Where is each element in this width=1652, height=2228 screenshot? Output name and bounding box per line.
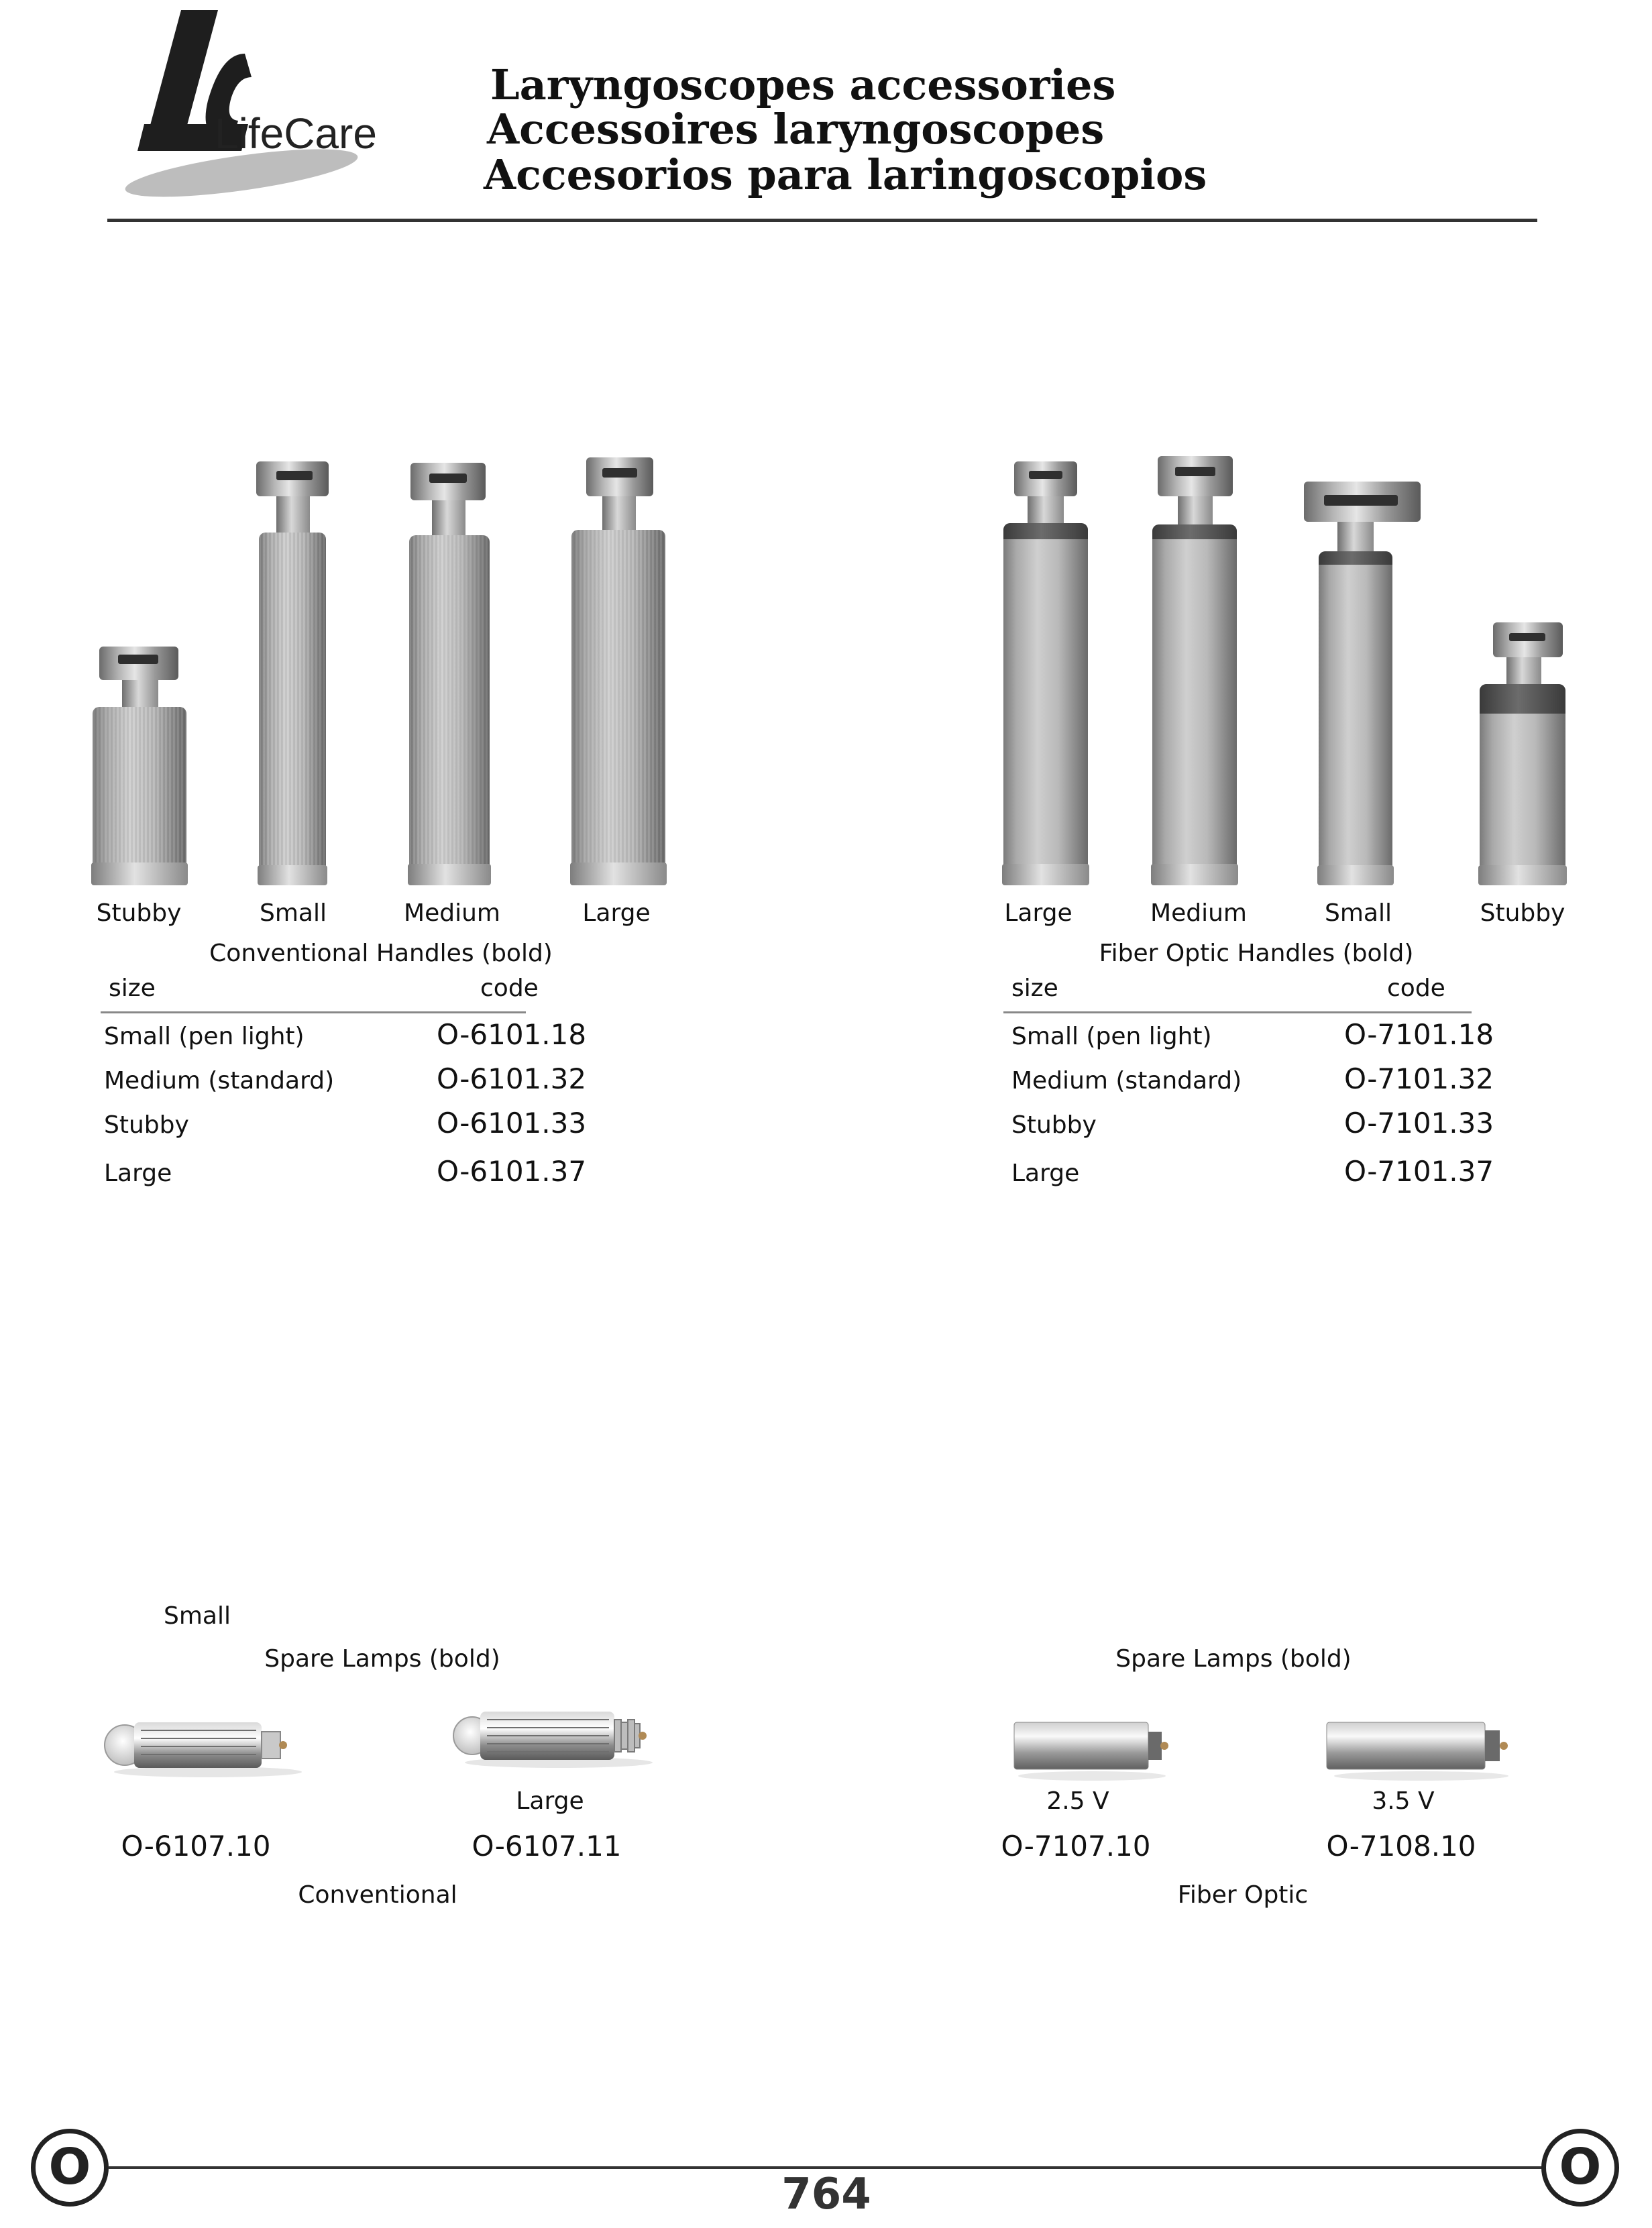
fo-image-label-large: Large	[1004, 899, 1072, 927]
fo-handle-large-icon	[1003, 457, 1088, 885]
lamp-label-small: Small	[164, 1602, 231, 1630]
table-row-code: O-6101.18	[437, 1018, 587, 1051]
logo-mark-icon	[107, 7, 402, 201]
handle-large-icon	[571, 457, 665, 885]
table-header-divider	[101, 1011, 526, 1013]
fo-lamp-code-25v: O-7107.10	[1001, 1830, 1151, 1862]
fo-handle-small-icon	[1319, 482, 1392, 885]
table-row-size: Large	[104, 1160, 172, 1187]
conventional-lamps-caption: Spare Lamps (bold)	[264, 1645, 500, 1673]
lamp-code-large: O-6107.11	[472, 1830, 622, 1862]
handle-medium-icon	[409, 463, 490, 885]
col-header-size: size	[109, 974, 156, 1002]
lamp-label-large: Large	[516, 1787, 584, 1815]
fo-image-label-medium: Medium	[1150, 899, 1247, 927]
fo-image-label-stubby: Stubby	[1480, 899, 1565, 927]
table-row-size: Small (pen light)	[104, 1023, 305, 1050]
fiber-optic-lamps-group-label: Fiber Optic	[1177, 1881, 1309, 1909]
conventional-handles-caption: Conventional Handles (bold)	[209, 940, 553, 967]
fo-handle-medium-icon	[1152, 456, 1237, 885]
table-row-code: O-6101.37	[437, 1155, 587, 1188]
section-marker-right: O	[1541, 2129, 1619, 2207]
fo-lamp-35v-icon	[1324, 1714, 1519, 1781]
lamp-code-small: O-6107.10	[121, 1830, 271, 1862]
col-header-code: code	[480, 974, 539, 1002]
image-label-large: Large	[582, 899, 651, 927]
table-row-size: Medium (standard)	[1011, 1067, 1242, 1095]
page-number: 764	[781, 2170, 871, 2219]
table-row-size: Stubby	[1011, 1111, 1097, 1139]
fo-handle-stubby-icon	[1480, 622, 1565, 885]
image-label-medium: Medium	[404, 899, 500, 927]
table-row-size: Small (pen light)	[1011, 1023, 1212, 1050]
table-row-size: Stubby	[104, 1111, 189, 1139]
fo-lamp-label-35v: 3.5 V	[1372, 1787, 1435, 1815]
section-marker-left: O	[31, 2129, 109, 2207]
table-row-code: O-6101.32	[437, 1062, 587, 1095]
fo-table-header-divider	[1003, 1011, 1472, 1013]
logo-text: LifeCare	[215, 109, 377, 158]
handle-small-icon	[259, 461, 326, 885]
table-row-size: Large	[1011, 1160, 1080, 1187]
table-row-code: O-6101.33	[437, 1107, 587, 1139]
fo-lamp-code-35v: O-7108.10	[1326, 1830, 1476, 1862]
table-row-code: O-7101.33	[1344, 1107, 1494, 1139]
table-row-code: O-7101.18	[1344, 1018, 1494, 1051]
header-divider	[107, 219, 1537, 222]
table-row-code: O-7101.32	[1344, 1062, 1494, 1095]
fiber-optic-lamps-caption: Spare Lamps (bold)	[1115, 1645, 1352, 1673]
fo-lamp-25v-icon	[1011, 1714, 1172, 1781]
conventional-lamps-group-label: Conventional	[298, 1881, 457, 1909]
title-french: Accessoires laryngoscopes	[487, 105, 1105, 154]
title-english: Laryngoscopes accessories	[490, 60, 1116, 109]
fo-col-header-size: size	[1011, 974, 1058, 1002]
footer-divider	[109, 2166, 1545, 2169]
handle-stubby-icon	[93, 644, 186, 885]
lamp-small-icon	[101, 1712, 309, 1779]
fiber-optic-handles-caption: Fiber Optic Handles (bold)	[1099, 940, 1414, 967]
image-label-small: Small	[260, 899, 327, 927]
title-spanish: Accesorios para laringoscopios	[484, 150, 1207, 199]
lifecare-logo	[107, 7, 402, 201]
fo-lamp-label-25v: 2.5 V	[1046, 1787, 1109, 1815]
fo-col-header-code: code	[1387, 974, 1445, 1002]
table-row-size: Medium (standard)	[104, 1067, 335, 1095]
image-label-stubby: Stubby	[96, 899, 182, 927]
fo-image-label-small: Small	[1325, 899, 1392, 927]
table-row-code: O-7101.37	[1344, 1155, 1494, 1188]
lamp-large-icon	[448, 1702, 663, 1769]
